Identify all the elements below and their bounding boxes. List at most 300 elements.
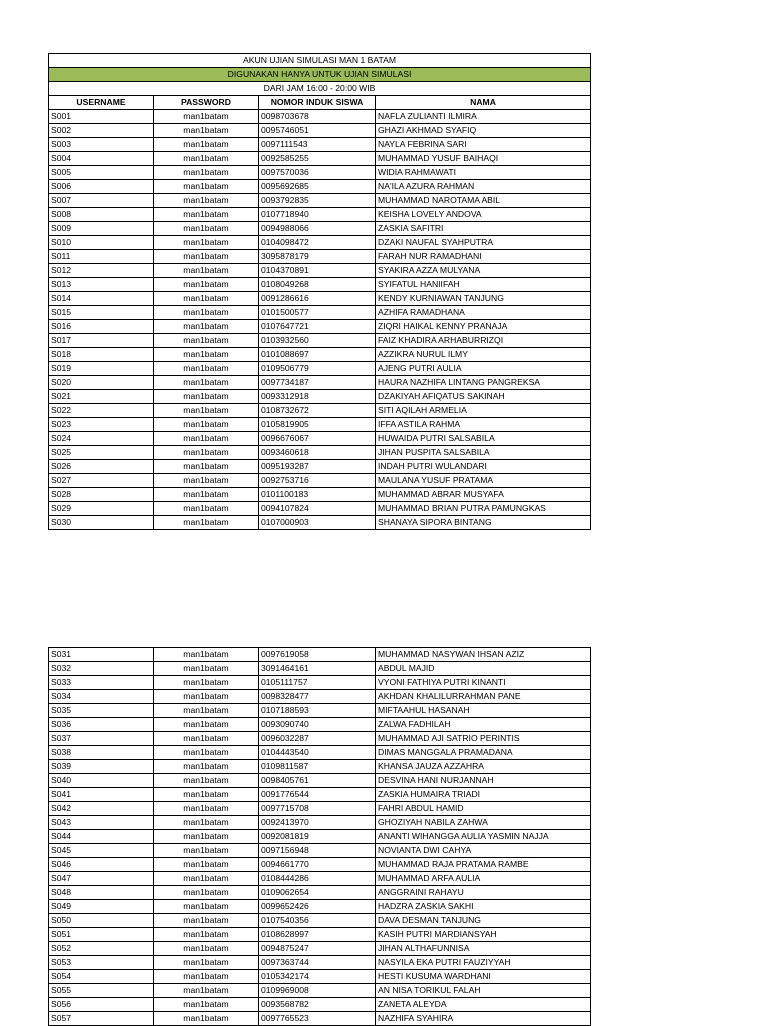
table-row — [49, 264, 591, 278]
table-row — [49, 306, 591, 320]
nis-cell: 0092585255 — [259, 152, 376, 166]
column-header-row — [49, 96, 591, 110]
password-cell: man1batam — [154, 446, 259, 460]
password-cell: man1batam — [154, 474, 259, 488]
nis-cell: 0091776544 — [259, 788, 376, 802]
table-row — [49, 362, 591, 376]
table-body-part2 — [49, 648, 591, 1026]
username-cell: S043 — [49, 816, 154, 830]
table-row — [49, 516, 591, 530]
table-row — [49, 1012, 591, 1026]
password-cell: man1batam — [154, 432, 259, 446]
table-row — [49, 830, 591, 844]
name-cell: NAYLA FEBRINA SARI — [376, 138, 591, 152]
table-row — [49, 746, 591, 760]
nis-cell: 0092413970 — [259, 816, 376, 830]
username-cell: S050 — [49, 914, 154, 928]
username-cell: S035 — [49, 704, 154, 718]
nis-cell: 0108628997 — [259, 928, 376, 942]
name-cell: MUHAMMAD YUSUF BAIHAQI — [376, 152, 591, 166]
nis-cell: 0107540356 — [259, 914, 376, 928]
password-cell: man1batam — [154, 816, 259, 830]
table-row — [49, 418, 591, 432]
password-cell: man1batam — [154, 844, 259, 858]
subtitle-row — [49, 68, 591, 82]
username-cell: S044 — [49, 830, 154, 844]
table-row — [49, 718, 591, 732]
name-cell: DIMAS MANGGALA PRAMADANA — [376, 746, 591, 760]
password-cell: man1batam — [154, 404, 259, 418]
password-cell: man1batam — [154, 774, 259, 788]
nis-cell: 3091464161 — [259, 662, 376, 676]
table-row — [49, 180, 591, 194]
username-cell: S016 — [49, 320, 154, 334]
password-cell: man1batam — [154, 802, 259, 816]
name-cell: DZAKI NAUFAL SYAHPUTRA — [376, 236, 591, 250]
account-table-part2 — [48, 647, 591, 1026]
password-cell: man1batam — [154, 690, 259, 704]
password-cell: man1batam — [154, 222, 259, 236]
nis-cell: 0104443540 — [259, 746, 376, 760]
name-cell: FAHRI ABDUL HAMID — [376, 802, 591, 816]
password-cell: man1batam — [154, 984, 259, 998]
nis-cell: 0109506779 — [259, 362, 376, 376]
name-cell: MUHAMMAD NASYWAN IHSAN AZIZ — [376, 648, 591, 662]
table-row — [49, 348, 591, 362]
username-cell: S052 — [49, 942, 154, 956]
username-cell: S040 — [49, 774, 154, 788]
nis-cell: 0108732672 — [259, 404, 376, 418]
password-cell: man1batam — [154, 662, 259, 676]
nis-cell: 0098328477 — [259, 690, 376, 704]
table-row — [49, 704, 591, 718]
username-cell: S023 — [49, 418, 154, 432]
password-cell: man1batam — [154, 138, 259, 152]
table-row — [49, 222, 591, 236]
table-row — [49, 732, 591, 746]
password-cell: man1batam — [154, 180, 259, 194]
password-cell: man1batam — [154, 418, 259, 432]
name-cell: GHAZI AKHMAD SYAFIQ — [376, 124, 591, 138]
nis-cell: 0107188593 — [259, 704, 376, 718]
table-row — [49, 774, 591, 788]
nis-cell: 0097619058 — [259, 648, 376, 662]
nis-cell: 0099652426 — [259, 900, 376, 914]
password-cell: man1batam — [154, 194, 259, 208]
username-cell: S039 — [49, 760, 154, 774]
name-cell: MUHAMMAD AJI SATRIO PERINTIS — [376, 732, 591, 746]
username-cell: S001 — [49, 110, 154, 124]
nis-cell: 3095878179 — [259, 250, 376, 264]
name-cell: MUHAMMAD ABRAR MUSYAFA — [376, 488, 591, 502]
name-cell: ZASKIA SAFITRI — [376, 222, 591, 236]
name-cell: SHANAYA SIPORA BINTANG — [376, 516, 591, 530]
name-cell: MUHAMMAD RAJA PRATAMA RAMBE — [376, 858, 591, 872]
column-header-name: NAMA — [376, 96, 591, 110]
username-cell: S038 — [49, 746, 154, 760]
table-row — [49, 998, 591, 1012]
username-cell: S026 — [49, 460, 154, 474]
usage-notice: DIGUNAKAN HANYA UNTUK UJIAN SIMULASI — [49, 68, 591, 82]
table-row — [49, 488, 591, 502]
password-cell: man1batam — [154, 460, 259, 474]
column-header-nis: NOMOR INDUK SISWA — [259, 96, 376, 110]
nis-cell: 0094875247 — [259, 942, 376, 956]
table-row — [49, 788, 591, 802]
nis-cell: 0097363744 — [259, 956, 376, 970]
name-cell: DESVINA HANI NURJANNAH — [376, 774, 591, 788]
name-cell: MUHAMMAD ARFA AULIA — [376, 872, 591, 886]
name-cell: SYIFATUL HANIIFAH — [376, 278, 591, 292]
username-cell: S004 — [49, 152, 154, 166]
column-header-username: USERNAME — [49, 96, 154, 110]
username-cell: S017 — [49, 334, 154, 348]
nis-cell: 0098405761 — [259, 774, 376, 788]
time-row — [49, 82, 591, 96]
name-cell: ANANTI WIHANGGA AULIA YASMIN NAJJA — [376, 830, 591, 844]
name-cell: ZALWA FADHILAH — [376, 718, 591, 732]
password-cell: man1batam — [154, 970, 259, 984]
username-cell: S002 — [49, 124, 154, 138]
table-row — [49, 676, 591, 690]
password-cell: man1batam — [154, 152, 259, 166]
password-cell: man1batam — [154, 718, 259, 732]
password-cell: man1batam — [154, 516, 259, 530]
username-cell: S009 — [49, 222, 154, 236]
password-cell: man1batam — [154, 760, 259, 774]
nis-cell: 0096032287 — [259, 732, 376, 746]
password-cell: man1batam — [154, 236, 259, 250]
table-row — [49, 194, 591, 208]
time-window: DARI JAM 16:00 - 20:00 WIB — [49, 82, 591, 96]
name-cell: KASIH PUTRI MARDIANSYAH — [376, 928, 591, 942]
nis-cell: 0093460618 — [259, 446, 376, 460]
username-cell: S018 — [49, 348, 154, 362]
password-cell: man1batam — [154, 1012, 259, 1026]
password-cell: man1batam — [154, 956, 259, 970]
username-cell: S014 — [49, 292, 154, 306]
nis-cell: 0095692685 — [259, 180, 376, 194]
table-row — [49, 802, 591, 816]
password-cell: man1batam — [154, 334, 259, 348]
password-cell: man1batam — [154, 900, 259, 914]
password-cell: man1batam — [154, 488, 259, 502]
username-cell: S046 — [49, 858, 154, 872]
nis-cell: 0093312918 — [259, 390, 376, 404]
nis-cell: 0101088697 — [259, 348, 376, 362]
table-row — [49, 662, 591, 676]
nis-cell: 0095193287 — [259, 460, 376, 474]
nis-cell: 0093792835 — [259, 194, 376, 208]
name-cell: GHOZIYAH NABILA ZAHWA — [376, 816, 591, 830]
password-cell: man1batam — [154, 914, 259, 928]
table-row — [49, 110, 591, 124]
name-cell: HAURA NAZHIFA LINTANG PANGREKSA — [376, 376, 591, 390]
name-cell: DZAKIYAH AFIQATUS SAKINAH — [376, 390, 591, 404]
username-cell: S022 — [49, 404, 154, 418]
username-cell: S045 — [49, 844, 154, 858]
name-cell: NOVIANTA DWI CAHYA — [376, 844, 591, 858]
nis-cell: 0092753716 — [259, 474, 376, 488]
username-cell: S013 — [49, 278, 154, 292]
password-cell: man1batam — [154, 502, 259, 516]
username-cell: S057 — [49, 1012, 154, 1026]
name-cell: HESTI KUSUMA WARDHANI — [376, 970, 591, 984]
table-row — [49, 984, 591, 998]
name-cell: JIHAN ALTHAFUNNISA — [376, 942, 591, 956]
nis-cell: 0101100183 — [259, 488, 376, 502]
password-cell: man1batam — [154, 264, 259, 278]
name-cell: AKHDAN KHALILURRAHMAN PANE — [376, 690, 591, 704]
nis-cell: 0107647721 — [259, 320, 376, 334]
password-cell: man1batam — [154, 704, 259, 718]
table-row — [49, 956, 591, 970]
password-cell: man1batam — [154, 858, 259, 872]
name-cell: MIFTAAHUL HASANAH — [376, 704, 591, 718]
table-row — [49, 886, 591, 900]
nis-cell: 0097111543 — [259, 138, 376, 152]
name-cell: MAULANA YUSUF PRATAMA — [376, 474, 591, 488]
table-row — [49, 474, 591, 488]
username-cell: S029 — [49, 502, 154, 516]
nis-cell: 0104370891 — [259, 264, 376, 278]
name-cell: DAVA DESMAN TANJUNG — [376, 914, 591, 928]
password-cell: man1batam — [154, 278, 259, 292]
nis-cell: 0105342174 — [259, 970, 376, 984]
table-row — [49, 376, 591, 390]
name-cell: AN NISA TORIKUL FALAH — [376, 984, 591, 998]
table-row — [49, 760, 591, 774]
nis-cell: 0108049268 — [259, 278, 376, 292]
table-row — [49, 152, 591, 166]
password-cell: man1batam — [154, 250, 259, 264]
table-row — [49, 334, 591, 348]
name-cell: ZANETA ALEYDA — [376, 998, 591, 1012]
table-row — [49, 970, 591, 984]
nis-cell: 0097715708 — [259, 802, 376, 816]
nis-cell: 0097570036 — [259, 166, 376, 180]
nis-cell: 0095746051 — [259, 124, 376, 138]
table-row — [49, 648, 591, 662]
name-cell: ZIQRI HAIKAL KENNY PRANAJA — [376, 320, 591, 334]
password-cell: man1batam — [154, 208, 259, 222]
nis-cell: 0096676067 — [259, 432, 376, 446]
table-row — [49, 278, 591, 292]
table-row — [49, 432, 591, 446]
password-cell: man1batam — [154, 110, 259, 124]
name-cell: JIHAN PUSPITA SALSABILA — [376, 446, 591, 460]
table-row — [49, 816, 591, 830]
password-cell: man1batam — [154, 292, 259, 306]
name-cell: NAZHIFA SYAHIRA — [376, 1012, 591, 1026]
password-cell: man1batam — [154, 320, 259, 334]
nis-cell: 0094107824 — [259, 502, 376, 516]
password-cell: man1batam — [154, 998, 259, 1012]
table-row — [49, 320, 591, 334]
username-cell: S006 — [49, 180, 154, 194]
name-cell: FARAH NUR RAMADHANI — [376, 250, 591, 264]
nis-cell: 0107000903 — [259, 516, 376, 530]
name-cell: AJENG PUTRI AULIA — [376, 362, 591, 376]
table-row — [49, 124, 591, 138]
table-row — [49, 872, 591, 886]
name-cell: NASYILA EKA PUTRI FAUZIYYAH — [376, 956, 591, 970]
nis-cell: 0098703678 — [259, 110, 376, 124]
name-cell: FAIZ KHADIRA ARHABURRIZQI — [376, 334, 591, 348]
username-cell: S048 — [49, 886, 154, 900]
table-body-part1 — [49, 110, 591, 530]
table-row — [49, 390, 591, 404]
name-cell: ANGGRAINI RAHAYU — [376, 886, 591, 900]
table-row — [49, 138, 591, 152]
table-row — [49, 928, 591, 942]
username-cell: S020 — [49, 376, 154, 390]
username-cell: S041 — [49, 788, 154, 802]
name-cell: AZHIFA RAMADHANA — [376, 306, 591, 320]
name-cell: KHANSA JAUZA AZZAHRA — [376, 760, 591, 774]
username-cell: S008 — [49, 208, 154, 222]
name-cell: WIDIA RAHMAWATI — [376, 166, 591, 180]
nis-cell: 0101500577 — [259, 306, 376, 320]
nis-cell: 0108444286 — [259, 872, 376, 886]
username-cell: S051 — [49, 928, 154, 942]
username-cell: S031 — [49, 648, 154, 662]
username-cell: S012 — [49, 264, 154, 278]
username-cell: S056 — [49, 998, 154, 1012]
title-row — [49, 54, 591, 68]
username-cell: S010 — [49, 236, 154, 250]
name-cell: NA'ILA AZURA RAHMAN — [376, 180, 591, 194]
name-cell: KEISHA LOVELY ANDOVA — [376, 208, 591, 222]
username-cell: S054 — [49, 970, 154, 984]
password-cell: man1batam — [154, 732, 259, 746]
nis-cell: 0105111757 — [259, 676, 376, 690]
nis-cell: 0094988066 — [259, 222, 376, 236]
account-table-part1 — [48, 53, 591, 530]
table-row — [49, 166, 591, 180]
table-row — [49, 404, 591, 418]
name-cell: INDAH PUTRI WULANDARI — [376, 460, 591, 474]
password-cell: man1batam — [154, 942, 259, 956]
table-row — [49, 208, 591, 222]
nis-cell: 0104098472 — [259, 236, 376, 250]
name-cell: AZZIKRA NURUL ILMY — [376, 348, 591, 362]
table-row — [49, 900, 591, 914]
password-cell: man1batam — [154, 830, 259, 844]
nis-cell: 0107718940 — [259, 208, 376, 222]
column-header-password: PASSWORD — [154, 96, 259, 110]
password-cell: man1batam — [154, 928, 259, 942]
username-cell: S055 — [49, 984, 154, 998]
nis-cell: 0103932560 — [259, 334, 376, 348]
nis-cell: 0091286616 — [259, 292, 376, 306]
username-cell: S033 — [49, 676, 154, 690]
password-cell: man1batam — [154, 872, 259, 886]
table-row — [49, 236, 591, 250]
username-cell: S027 — [49, 474, 154, 488]
password-cell: man1batam — [154, 376, 259, 390]
table-row — [49, 858, 591, 872]
username-cell: S015 — [49, 306, 154, 320]
username-cell: S042 — [49, 802, 154, 816]
name-cell: MUHAMMAD NAROTAMA ABIL — [376, 194, 591, 208]
username-cell: S028 — [49, 488, 154, 502]
username-cell: S032 — [49, 662, 154, 676]
name-cell: VYONI FATHIYA PUTRI KINANTI — [376, 676, 591, 690]
password-cell: man1batam — [154, 676, 259, 690]
username-cell: S024 — [49, 432, 154, 446]
username-cell: S005 — [49, 166, 154, 180]
nis-cell: 0094661770 — [259, 858, 376, 872]
username-cell: S011 — [49, 250, 154, 264]
table-row — [49, 460, 591, 474]
name-cell: IFFA ASTILA RAHMA — [376, 418, 591, 432]
table-row — [49, 690, 591, 704]
username-cell: S036 — [49, 718, 154, 732]
username-cell: S047 — [49, 872, 154, 886]
name-cell: SITI AQILAH ARMELIA — [376, 404, 591, 418]
name-cell: ABDUL MAJID — [376, 662, 591, 676]
username-cell: S037 — [49, 732, 154, 746]
nis-cell: 0109811587 — [259, 760, 376, 774]
sheet-title: AKUN UJIAN SIMULASI MAN 1 BATAM — [49, 54, 591, 68]
password-cell: man1batam — [154, 746, 259, 760]
password-cell: man1batam — [154, 124, 259, 138]
username-cell: S030 — [49, 516, 154, 530]
password-cell: man1batam — [154, 648, 259, 662]
nis-cell: 0105819905 — [259, 418, 376, 432]
username-cell: S021 — [49, 390, 154, 404]
name-cell: ZASKIA HUMAIRA TRIADI — [376, 788, 591, 802]
username-cell: S053 — [49, 956, 154, 970]
table-row — [49, 942, 591, 956]
username-cell: S007 — [49, 194, 154, 208]
password-cell: man1batam — [154, 788, 259, 802]
nis-cell: 0109062654 — [259, 886, 376, 900]
password-cell: man1batam — [154, 390, 259, 404]
name-cell: KENDY KURNIAWAN TANJUNG — [376, 292, 591, 306]
name-cell: NAFLA ZULIANTI ILMIRA — [376, 110, 591, 124]
name-cell: HADZRA ZASKIA SAKHI — [376, 900, 591, 914]
table-row — [49, 250, 591, 264]
nis-cell: 0097734187 — [259, 376, 376, 390]
nis-cell: 0093090740 — [259, 718, 376, 732]
table-row — [49, 502, 591, 516]
username-cell: S025 — [49, 446, 154, 460]
nis-cell: 0097765523 — [259, 1012, 376, 1026]
table-row — [49, 292, 591, 306]
name-cell: SYAKIRA AZZA MULYANA — [376, 264, 591, 278]
password-cell: man1batam — [154, 362, 259, 376]
nis-cell: 0093568782 — [259, 998, 376, 1012]
password-cell: man1batam — [154, 166, 259, 180]
username-cell: S019 — [49, 362, 154, 376]
username-cell: S003 — [49, 138, 154, 152]
username-cell: S034 — [49, 690, 154, 704]
nis-cell: 0109969008 — [259, 984, 376, 998]
table-row — [49, 914, 591, 928]
table-row — [49, 844, 591, 858]
nis-cell: 0097156948 — [259, 844, 376, 858]
name-cell: HUWAIDA PUTRI SALSABILA — [376, 432, 591, 446]
password-cell: man1batam — [154, 348, 259, 362]
name-cell: MUHAMMAD BRIAN PUTRA PAMUNGKAS — [376, 502, 591, 516]
password-cell: man1batam — [154, 306, 259, 320]
username-cell: S049 — [49, 900, 154, 914]
table-row — [49, 446, 591, 460]
password-cell: man1batam — [154, 886, 259, 900]
nis-cell: 0092081819 — [259, 830, 376, 844]
